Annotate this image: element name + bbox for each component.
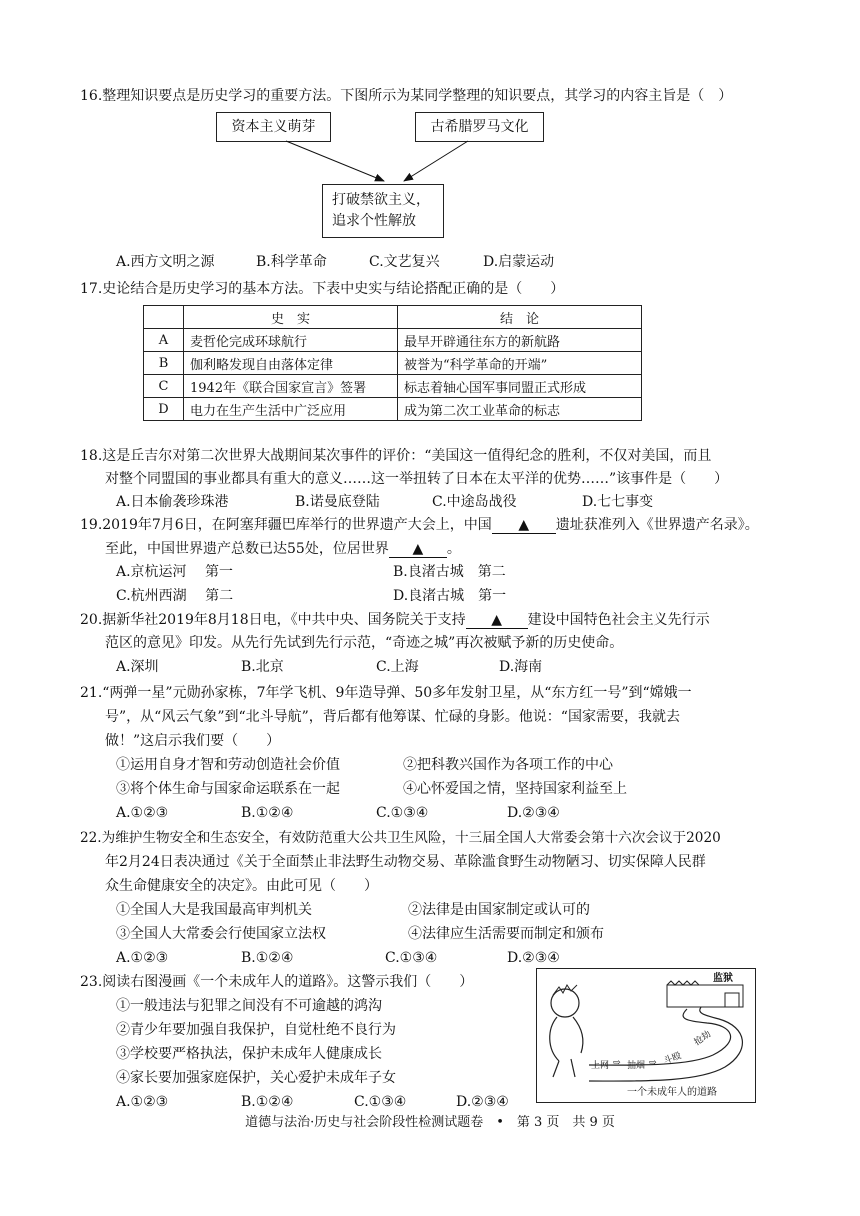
q20-option-d: D.海南: [499, 659, 543, 675]
q19-line1: [80, 515, 759, 535]
q21-option-d: D.②③④: [507, 805, 560, 821]
q16-box-result-line1: 打破禁欲主义，: [332, 192, 430, 208]
q21-line3: 做！”这启示我们要（ ）: [105, 733, 281, 749]
q23-stem: 23.阅读右图漫画《一个未成年人的道路》。这警示我们（ ）: [80, 974, 474, 990]
q22-item-3: ③全国人大常委会行使国家立法权: [116, 926, 326, 942]
q20-line1-b: 建设中国特色社会主义先行示: [527, 612, 710, 628]
q23-item-2: ②青少年要加强自我保护，自觉杜绝不良行为: [116, 1022, 396, 1038]
road-lower-edge-icon: [589, 1007, 742, 1081]
q22-option-d: D.②③④: [507, 950, 560, 966]
q23-option-c: C.①③④: [354, 1094, 407, 1110]
q22-option-a: A.①②③: [116, 950, 169, 966]
q16-arrow-left: [286, 141, 384, 181]
q17-row-fact: 1942年《联合国家宣言》签署: [184, 375, 398, 398]
cartoon-caption: 一个未成年人的道路: [627, 1087, 717, 1098]
q16-stem: 16.整理知识要点是历史学习的重要方法。下图所示为某同学整理的知识要点，其学习的内容主旨是（ ）: [80, 88, 733, 104]
q17-row-fact: 麦哲伦完成环球航行: [184, 329, 398, 352]
q21-option-c: C.①③④: [376, 805, 429, 821]
q17-row-conclusion: 标志着轴心国军事同盟正式形成: [398, 375, 642, 398]
q19-line1-b: 遗址获准列入《世界遗产名录》。: [555, 517, 759, 533]
q17-table: [143, 305, 642, 421]
q19-blank-1: ▲: [492, 517, 556, 534]
q20-option-c: C.上海: [376, 659, 419, 675]
q16-option-b: B.科学革命: [256, 254, 327, 270]
q17-stem: 17.史论结合是历史学习的基本方法。下表中史实与结论搭配正确的是（ ）: [80, 281, 565, 297]
prison-wall-icon: [667, 985, 743, 1007]
q22-option-b: B.①②④: [241, 950, 294, 966]
arrow-right-icon: ⇨: [613, 1058, 621, 1068]
q22-option-c: C.①③④: [385, 950, 438, 966]
page-footer: 道德与法治·历史与社会阶段性检测试题卷 • 第 3 页 共 9 页: [245, 1115, 615, 1130]
q17-header-conclusion: 结 论: [398, 306, 642, 329]
q19-option-d: D.良渚古城 第一: [393, 588, 507, 604]
q19-blank-2: ▲: [389, 541, 447, 558]
q16-arrow-right: [404, 141, 468, 181]
q22-item-4: ④法律应生活需要而制定和颁布: [408, 926, 604, 942]
q17-row-fact: 伽利略发现自由落体定律: [184, 352, 398, 375]
q17-header-facts: 史 实: [184, 306, 398, 329]
cartoon-prison-label: 监狱: [713, 973, 733, 984]
q17-row-letter: D: [144, 398, 184, 421]
q22-item-1: ①全国人大是我国最高审判机关: [116, 902, 312, 918]
q21-item-3: ③将个体生命与国家命运联系在一起: [116, 781, 340, 797]
q19-option-c: C.杭州西湖 第二: [116, 588, 234, 604]
q22-item-2: ②法律是由国家制定或认可的: [408, 902, 590, 918]
q17-row-conclusion: 最早开辟通往东方的新航路: [398, 329, 642, 352]
q16-box-result-line2: 追求个性解放: [332, 213, 416, 229]
q21-line2: 号”，从“风云气象”到“北斗导航”，背后都有他筹谋、忙碌的身影。他说：“国家需要，我就去: [105, 709, 680, 725]
q17-row-fact: 电力在生产生活中广泛应用: [184, 398, 398, 421]
cartoon-path-1: 上网: [591, 1061, 610, 1071]
q19-line2-a: 至此，中国世界遗产总数已达55处，位居世界: [105, 541, 389, 557]
cartoon-path-4: 抢劫: [692, 1029, 714, 1048]
q21-item-4: ④心怀爱国之情，坚持国家利益至上: [403, 781, 627, 797]
table-row: [144, 398, 642, 421]
q22-line1: 22.为维护生物安全和生态安全，有效防范重大公共卫生风险，十三届全国人大常委会第十六次会议于2020: [80, 830, 721, 846]
q21-option-b: B.①②④: [241, 805, 294, 821]
q23-cartoon: [536, 968, 756, 1103]
q18-option-c: C.中途岛战役: [432, 494, 517, 510]
q21-option-a: A.①②③: [116, 805, 169, 821]
q19-line1-a: 19.2019年7月6日，在阿塞拜疆巴库举行的世界遗产大会上，中国: [80, 517, 492, 533]
person-body-icon: [550, 1017, 583, 1061]
q19-option-a: A.京杭运河 第一: [116, 564, 234, 580]
q18-line2: 对整个同盟国的事业都具有重大的意义……这一举扭转了日本在太平洋的优势……”该事件是（ ）: [105, 471, 729, 487]
q18-option-b: B.诺曼底登陆: [295, 494, 380, 510]
q20-option-a: A.深圳: [116, 659, 159, 675]
q19-line2-b: 。: [446, 541, 461, 557]
q20-line1-a: 20.据新华社2019年8月18日电，《中共中央、国务院关于支持: [80, 612, 466, 628]
q22-line2: 年2月24日表决通过《关于全面禁止非法野生动物交易、革除滥食野生动物陋习、切实保障人民群: [105, 854, 706, 870]
q17-row-letter: C: [144, 375, 184, 398]
q23-item-1: ①一般违法与犯罪之间没有不可逾越的鸿沟: [116, 998, 382, 1014]
q18-line1: 18.这是丘吉尔对第二次世界大战期间某次事件的评价：“美国这一值得纪念的胜利，不仅对美国，而且: [80, 448, 712, 464]
q19-line2: [105, 539, 461, 559]
q17-row-conclusion: 成为第二次工业革命的标志: [398, 398, 642, 421]
q16-box-greek-roman-text: 古希腊罗马文化: [430, 119, 529, 135]
cartoon-path-2: 抽烟: [627, 1061, 646, 1071]
q23-item-4: ④家长要加强家庭保护，关心爱护未成年子女: [116, 1070, 396, 1086]
table-row: [144, 375, 642, 398]
q20-option-b: B.北京: [241, 659, 284, 675]
q21-line1: 21.“两弹一星”元勋孙家栋，7年学飞机、9年造导弹、50多年发射卫星，从“东方红一号”到“嫦娥一: [80, 685, 692, 701]
q17-header-row: [144, 306, 642, 329]
person-head-icon: [551, 989, 579, 1017]
arrow-right-icon: ⇨: [649, 1058, 657, 1068]
q17-row-conclusion: 被誉为“科学革命的开端”: [398, 352, 642, 375]
q16-option-a: A.西方文明之源: [116, 254, 215, 270]
q16-box-result: [322, 184, 444, 238]
table-row: [144, 329, 642, 352]
q20-line1: [80, 610, 710, 630]
q21-item-1: ①运用自身才智和劳动创造社会价值: [116, 757, 340, 773]
q22-line3: 众生命健康安全的决定》。由此可见（ ）: [105, 878, 378, 894]
q18-option-d: D.七七事变: [582, 494, 654, 510]
q17-row-letter: A: [144, 329, 184, 352]
q16-box-capitalism-text: 资本主义萌芽: [231, 119, 316, 135]
table-row: [144, 352, 642, 375]
q23-option-a: A.①②③: [116, 1094, 169, 1110]
q16-option-c: C.文艺复兴: [369, 254, 440, 270]
q17-header-blank: [144, 306, 184, 329]
q20-blank: ▲: [466, 612, 528, 629]
q23-item-3: ③学校要严格执法，保护未成年人健康成长: [116, 1046, 382, 1062]
q21-item-2: ②把科教兴国作为各项工作的中心: [403, 757, 613, 773]
q16-option-d: D.启蒙运动: [483, 254, 555, 270]
cartoon-path-3: 斗殴: [662, 1051, 683, 1067]
q23-option-b: B.①②④: [241, 1094, 294, 1110]
q23-option-d: D.②③④: [456, 1094, 509, 1110]
q19-option-b: B.良渚古城 第二: [393, 564, 506, 580]
q18-option-a: A.日本偷袭珍珠港: [116, 494, 229, 510]
q17-row-letter: B: [144, 352, 184, 375]
q20-line2: 范区的意见》印发。从先行先试到先行示范，“奇迹之城”再次被赋予新的历史使命。: [105, 635, 624, 651]
